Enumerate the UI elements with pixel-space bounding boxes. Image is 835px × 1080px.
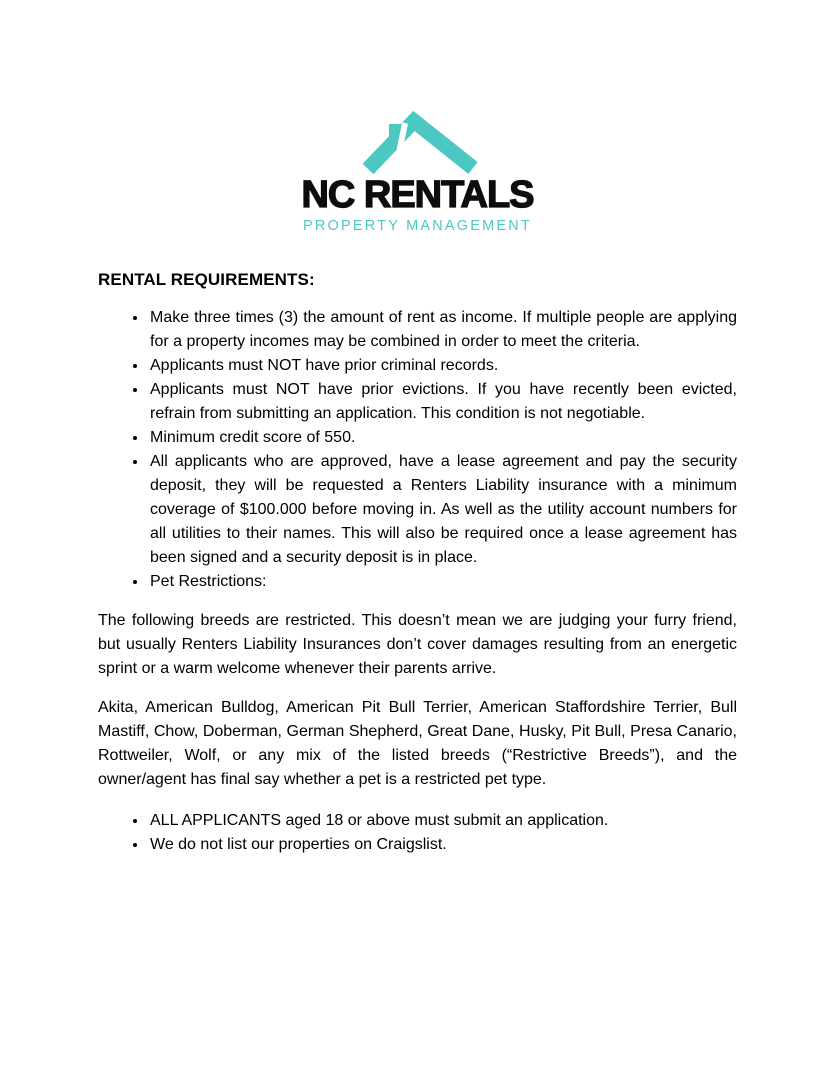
requirement-item-credit: • Minimum credit score of 550. [148, 426, 737, 450]
requirement-item-income: • Make three times (3) the amount of rent as income. If multiple people are applying for a property incomes may be combined in order to meet the criteria. [148, 306, 737, 354]
house-roof-icon [358, 110, 478, 174]
requirements-list [98, 306, 737, 594]
breed-list-paragraph: Akita, American Bulldog, American Pit Bull Terrier, American Staffordshire Terrier, Bull Mastiff, Chow, Doberman, German Shepherd, Great Dane, Husky, Pit Bull, Presa Canario, Rottweiler, Wolf, or any mix of the listed breeds (“Restrictive Breeds”), and the owner/agent has final say whether a pet is a restricted pet type. [98, 699, 737, 788]
requirement-item-evictions: • Applicants must NOT have prior evictions. If you have recently been evicted, refrain from submitting an application. This condition is not negotiable. [148, 378, 737, 426]
requirement-item-pets: • Pet Restrictions: [148, 570, 737, 594]
requirement-item-insurance: • All applicants who are approved, have a lease agreement and pay the security deposit, they will be requested a Renters Liability insurance with a minimum coverage of $100.000 before moving in. As well as the utility account numbers for all utilities to their names. This will also be required once a lease agreement has been signed and a security deposit is in place. [148, 450, 737, 570]
closing-notes-list [98, 809, 737, 857]
company-logo [98, 0, 737, 234]
requirement-item-criminal: • Applicants must NOT have prior criminal records. [148, 354, 737, 378]
closing-note-applicants: • ALL APPLICANTS aged 18 or above must submit an application. [148, 809, 737, 833]
restricted-breeds-intro-paragraph: The following breeds are restricted. This doesn’t mean we are judging your furry friend, but usually Renters Liability Insurances don’t cover damages resulting from an energetic sprint or a warm welcome whenever their parents arrive. [98, 612, 737, 677]
closing-note-craigslist: • We do not list our properties on Craigslist. [148, 833, 737, 857]
brand-name: NC RENTALS [301, 174, 534, 216]
page-title: RENTAL REQUIREMENTS: [98, 270, 315, 289]
brand-tagline: PROPERTY MANAGEMENT [303, 218, 532, 234]
